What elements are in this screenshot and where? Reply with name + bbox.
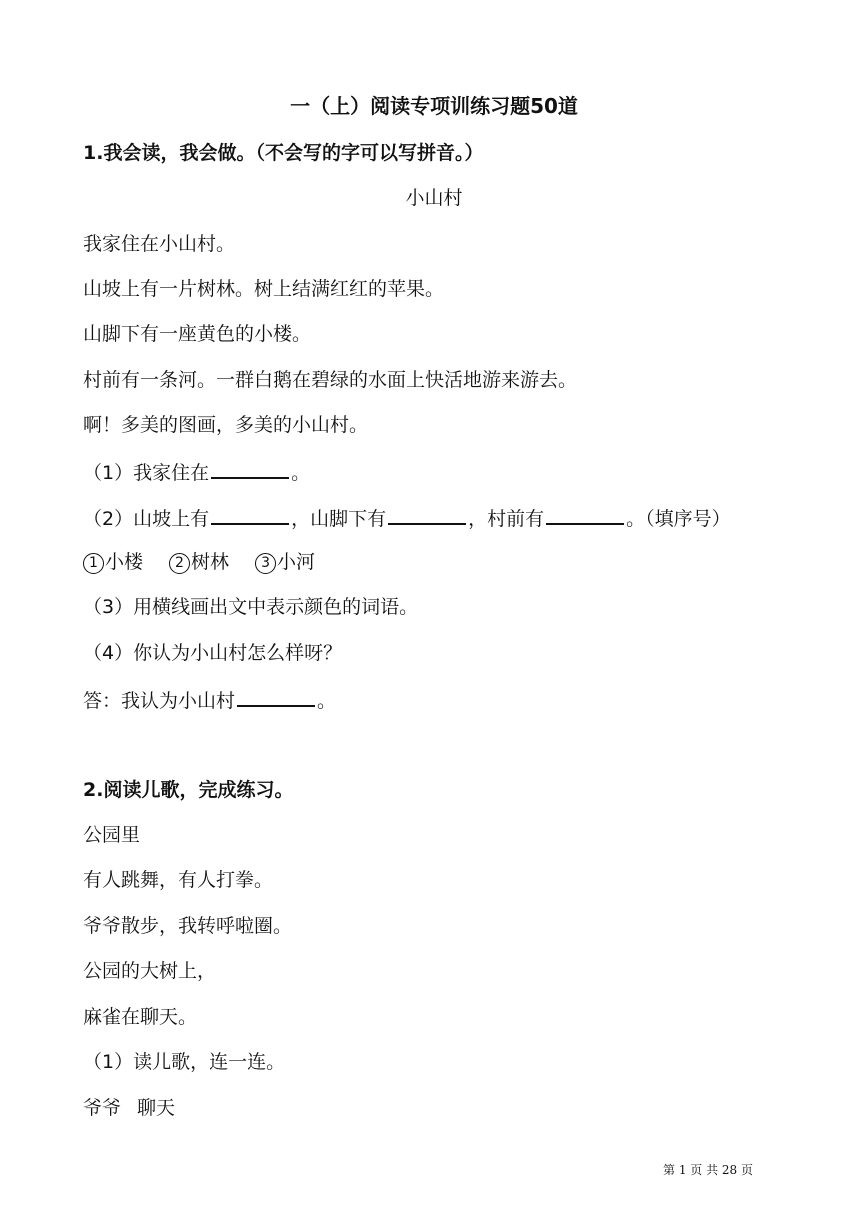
poem-line: 麻雀在聊天。: [83, 1006, 198, 1028]
answer-blank[interactable]: [211, 459, 289, 479]
answer-blank[interactable]: [546, 505, 624, 525]
question-1-heading: 1.我会读，我会做。（不会写的字可以写拼音。）: [83, 142, 484, 164]
passage-line: 啊！多美的图画，多美的小山村。: [83, 414, 369, 436]
question-1-item-2: [83, 505, 731, 531]
document-title: 一（上）阅读专项训练习题50道: [290, 94, 578, 118]
poem-line: 公园里: [83, 824, 141, 846]
passage-line: 山脚下有一座黄色的小楼。: [83, 323, 312, 345]
matching-row: [83, 1096, 175, 1120]
option-item: [169, 551, 229, 573]
passage-line: 我家住在小山村。: [83, 233, 236, 255]
question-1-item-1: [83, 459, 310, 485]
item-text: 。（填序号）: [626, 508, 731, 530]
match-left[interactable]: 爷爷: [83, 1097, 122, 1119]
question-2-item-1: （1）读儿歌，连一连。: [83, 1051, 286, 1073]
answer-blank[interactable]: [388, 505, 466, 525]
option-label: 小河: [277, 551, 316, 573]
item-text: ，山脚下有: [291, 508, 387, 530]
item-text: ，村前有: [468, 508, 545, 530]
passage-line: 山坡上有一片树林。树上结满红红的苹果。: [83, 278, 445, 300]
option-label: 小楼: [105, 551, 144, 573]
poem-line: 爷爷散步，我转呼啦圈。: [83, 915, 293, 937]
options-row: [83, 550, 341, 574]
page-footer: 第 1 页 共 28 页: [663, 1163, 753, 1177]
poem-line: 有人跳舞，有人打拳。: [83, 869, 274, 891]
match-right[interactable]: 聊天: [137, 1097, 176, 1119]
circled-number: 2: [169, 553, 190, 574]
circled-number: 1: [83, 553, 104, 574]
answer-prefix: 答：我认为小山村: [83, 690, 236, 712]
answer-blank[interactable]: [211, 505, 289, 525]
option-label: 树林: [191, 551, 230, 573]
passage-title: 小山村: [405, 187, 463, 209]
passage-line: 村前有一条河。一群白鹅在碧绿的水面上快活地游来游去。: [83, 369, 578, 391]
question-1-item-4: （4）你认为小山村怎么样呀？: [83, 642, 343, 664]
item-text: （2）山坡上有: [83, 508, 210, 530]
question-2-heading: 2.阅读儿歌，完成练习。: [83, 779, 294, 801]
item-text: 。: [291, 462, 311, 484]
answer-suffix: 。: [317, 690, 337, 712]
item-text: （1）我家住在: [83, 462, 210, 484]
circled-number: 3: [255, 553, 276, 574]
question-1-item-3: （3）用横线画出文中表示颜色的词语。: [83, 596, 419, 618]
poem-line: 公园的大树上，: [83, 960, 217, 982]
answer-blank[interactable]: [237, 687, 315, 707]
answer-line: [83, 687, 336, 713]
option-item: [83, 551, 143, 573]
option-item: [255, 551, 315, 573]
